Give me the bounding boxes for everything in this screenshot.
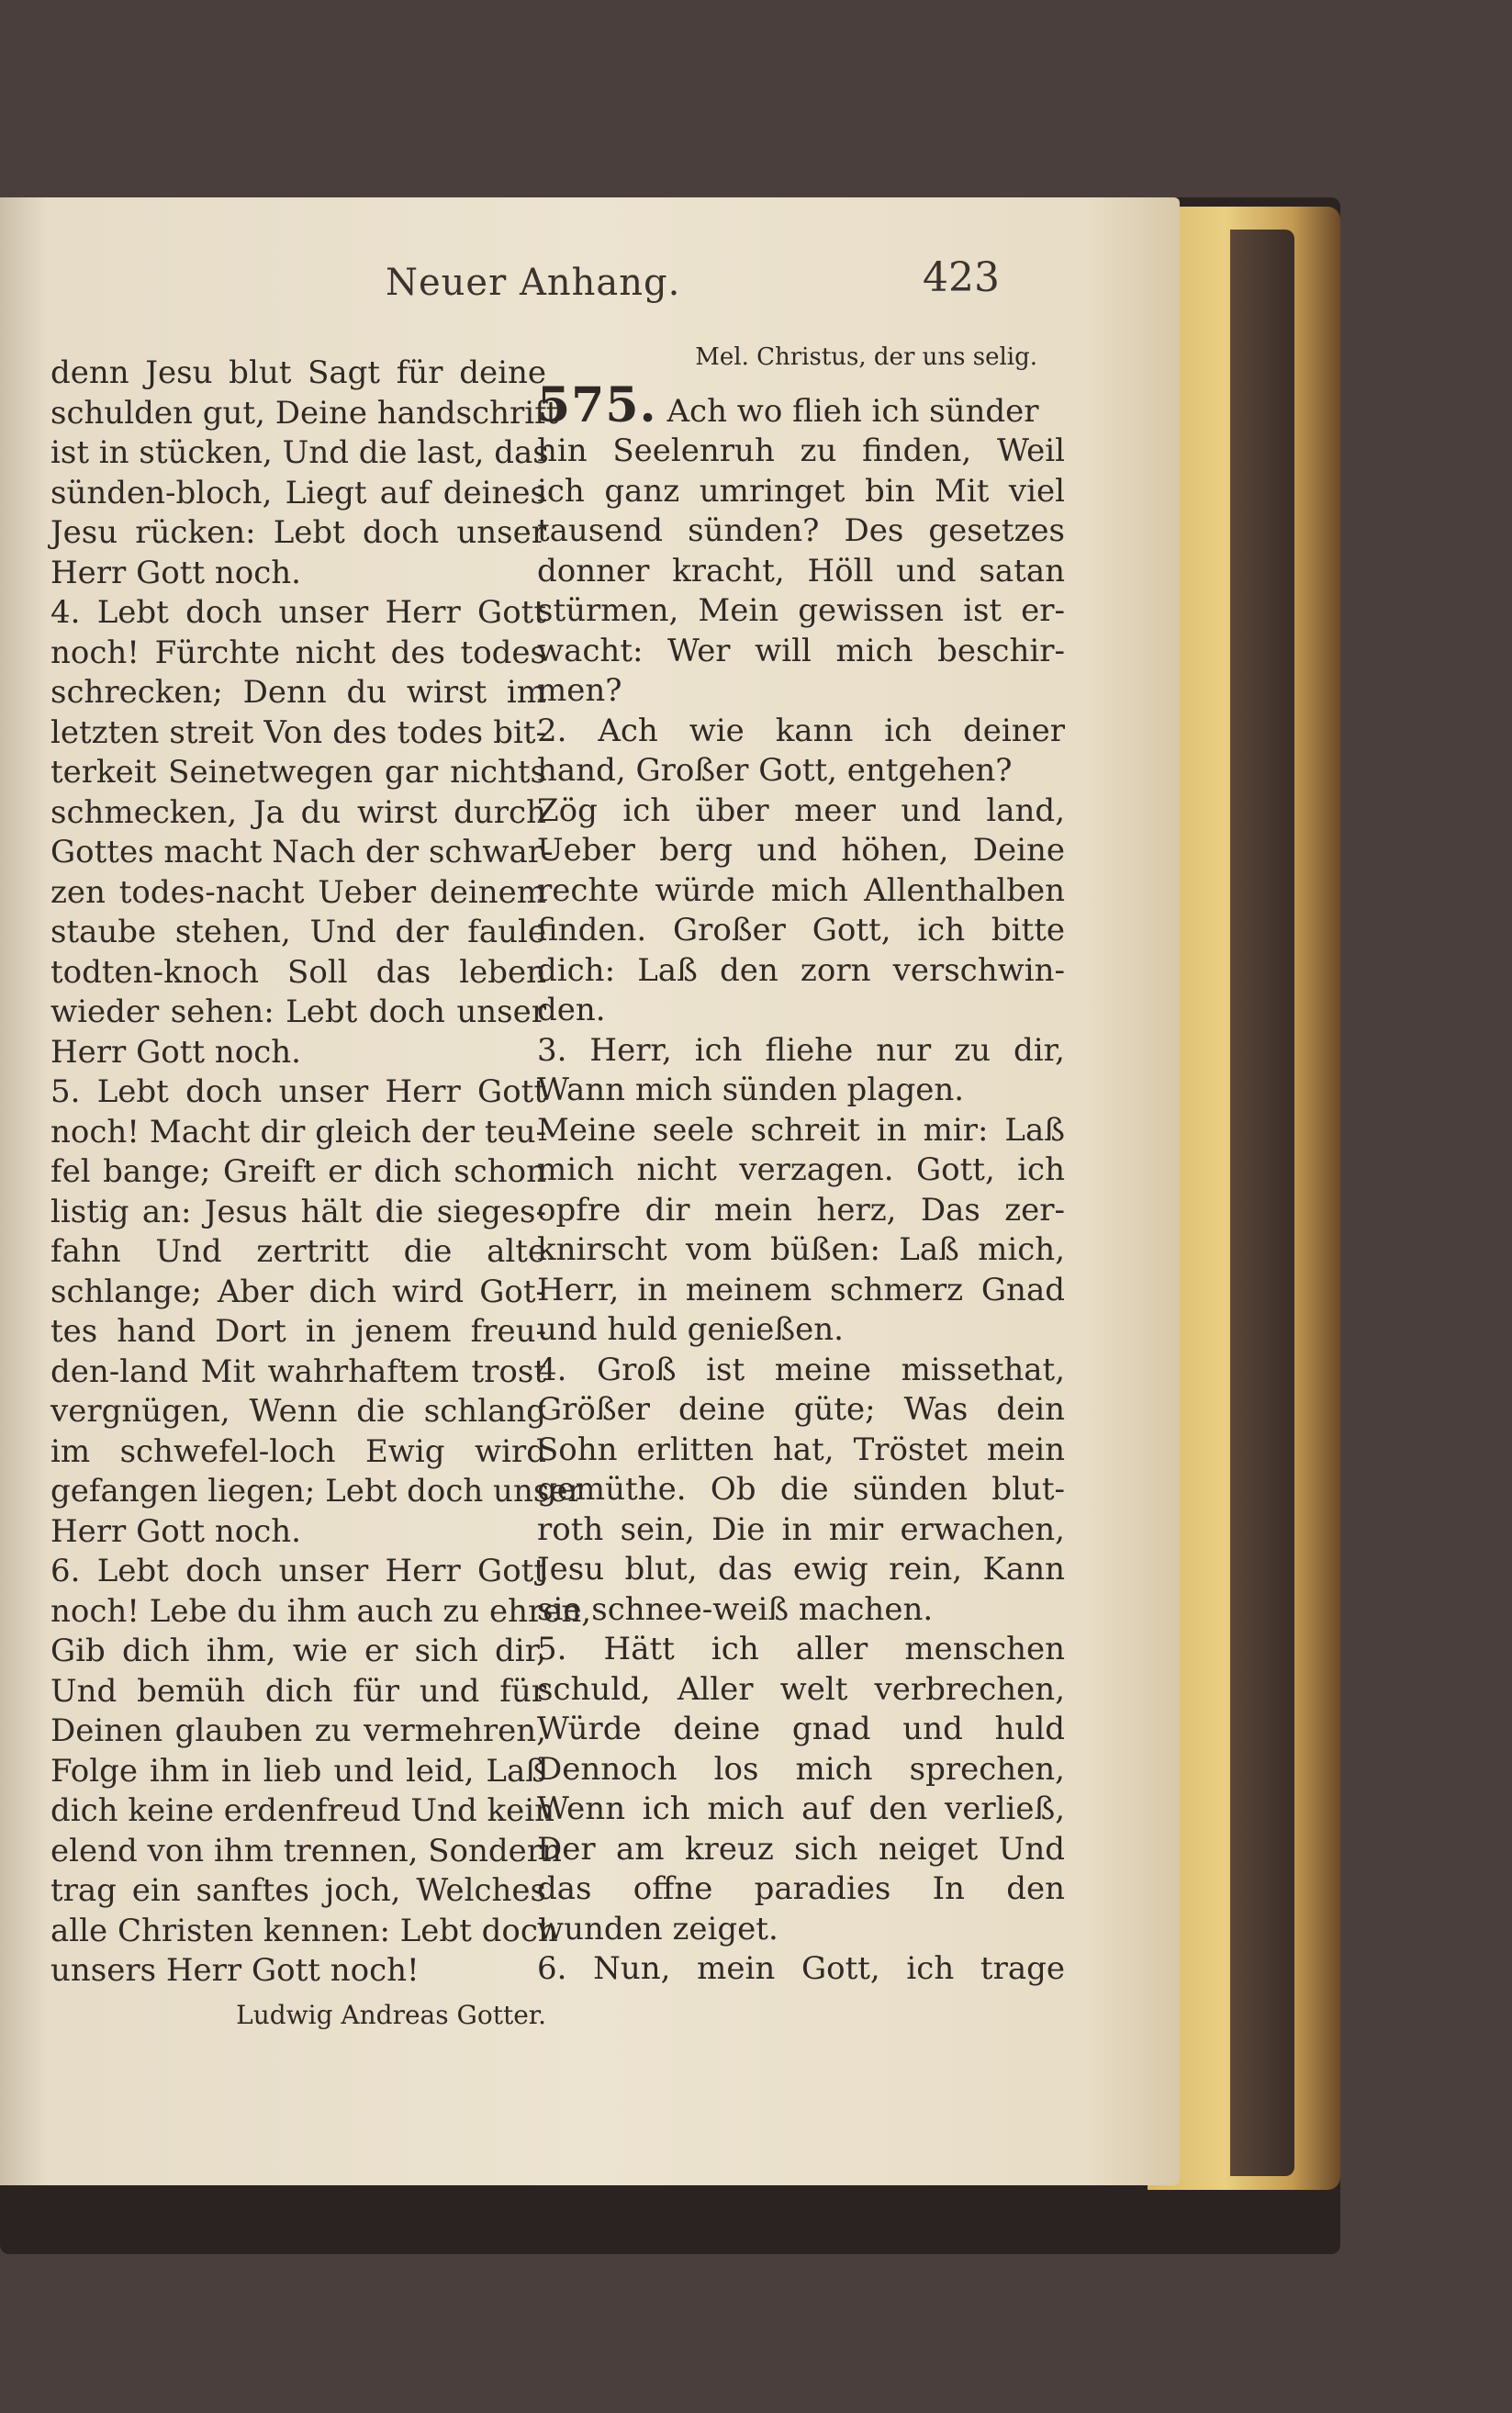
text-line: Gottes macht Nach der schwar-: [50, 834, 554, 870]
text-line: hand, Großer Gott, entgehen?: [537, 752, 1013, 789]
text-line: noch! Lebe du ihm auch zu ehren,: [50, 1592, 592, 1630]
text-line: noch! Macht dir gleich der teu-: [50, 1113, 546, 1150]
text-line: wacht: Wer will mich beschir-: [537, 632, 1065, 669]
text-line: schmecken, Ja du wirst durch: [50, 793, 546, 831]
text-line: gefangen liegen; Lebt doch unser: [50, 1473, 583, 1510]
text-line: 5. Lebt doch unser Herr Gott: [50, 1073, 546, 1110]
text-line: donner kracht, Höll und satan: [537, 552, 1065, 589]
text-line: tes hand Dort in jenem freu-: [50, 1313, 546, 1350]
text-line: denn Jesu blut Sagt für deine: [50, 354, 546, 391]
text-line: knirscht vom büßen: Laß mich,: [537, 1231, 1065, 1268]
text-line: staube stehen, Und der faule: [50, 914, 546, 950]
page-header: [0, 254, 1010, 326]
text-line: todten-knoch Soll das leben: [50, 953, 546, 991]
text-line: unsers Herr Gott noch!: [50, 1952, 420, 1989]
text-line: finden. Großer Gott, ich bitte: [537, 912, 1065, 948]
text-line: Meine seele schreit in mir: Laß: [537, 1111, 1065, 1149]
melody-note: Mel. Christus, der uns selig.: [695, 343, 1037, 371]
text-line: Jesu blut, das ewig rein, Kann: [537, 1551, 1065, 1588]
text-line: das offne paradies In den: [537, 1870, 1065, 1907]
text-line: 5. Hätt ich aller menschen: [537, 1631, 1065, 1667]
text-line: terkeit Seinetwegen gar nichts: [50, 754, 546, 791]
hymn-verses: [537, 432, 1065, 1990]
text-line: Herr Gott noch.: [50, 554, 301, 591]
text-line: fahn Und zertritt die alte: [50, 1233, 546, 1270]
text-line: schuld, Aller welt verbrechen,: [537, 1670, 1065, 1708]
text-line: 4. Lebt doch unser Herr Gott: [50, 594, 546, 631]
hymn-opening-text: Ach wo flieh ich sünder: [666, 392, 1039, 430]
text-line: ich ganz umringet bin Mit viel: [537, 472, 1065, 510]
text-line: Der am kreuz sich neiget Und: [537, 1830, 1065, 1868]
text-line: im schwefel-loch Ewig wird: [50, 1432, 546, 1470]
text-line: sünden-bloch, Liegt auf deines: [50, 474, 546, 511]
text-line: gemüthe. Ob die sünden blut-: [537, 1471, 1065, 1508]
text-line: den-land Mit wahrhaftem trost: [50, 1352, 546, 1390]
text-line: schrecken; Denn du wirst im: [50, 674, 546, 711]
text-line: trag ein sanftes joch, Welches: [50, 1872, 546, 1909]
text-line: sie schnee-weiß machen.: [537, 1590, 934, 1628]
text-line: Zög ich über meer und land,: [537, 791, 1065, 829]
text-line: Folge ihm in lieb und leid, Laß: [50, 1752, 546, 1790]
text-line: Deinen glauben zu vermehren,: [50, 1712, 546, 1749]
text-line: letzten streit Von des todes bit-: [50, 713, 546, 751]
text-line: 2. Ach wie kann ich deiner: [537, 712, 1065, 749]
text-line: men?: [537, 672, 622, 709]
text-line: opfre dir mein herz, Das zer-: [537, 1191, 1065, 1229]
text-line: mich nicht verzagen. Gott, ich: [537, 1151, 1065, 1188]
text-line: Wenn ich mich auf den verließ,: [537, 1790, 1065, 1827]
text-line: Und bemüh dich für und für: [50, 1672, 546, 1710]
text-line: zen todes-nacht Ueber deinem: [50, 873, 546, 911]
hymn-first-line: [537, 376, 1065, 433]
text-line: wieder sehen: Lebt doch unser: [50, 993, 546, 1030]
text-line: noch! Fürchte nicht des todes: [50, 634, 546, 671]
author-signature: Ludwig Andreas Gotter.: [236, 1999, 546, 2030]
text-line: 3. Herr, ich fliehe nur zu dir,: [537, 1031, 1065, 1069]
text-line: schlange; Aber dich wird Got-: [50, 1273, 546, 1310]
text-line: Größer deine güte; Was dein: [537, 1391, 1065, 1428]
running-head: Neuer Anhang.: [386, 262, 681, 304]
text-line: alle Christen kennen: Lebt doch: [50, 1912, 558, 1949]
hymn-number: 575.: [537, 376, 657, 433]
text-line: ist in stücken, Und die last, das: [50, 434, 549, 471]
text-line: Herr Gott noch.: [50, 1512, 301, 1550]
page-number: 423: [923, 254, 1000, 301]
text-line: stürmen, Mein gewissen ist er-: [537, 592, 1065, 629]
text-line: Jesu rücken: Lebt doch unser: [50, 514, 546, 551]
text-line: tausend sünden? Des gesetzes: [537, 512, 1065, 549]
text-line: vergnügen, Wenn die schlang: [50, 1393, 546, 1430]
text-line: Gib dich ihm, wie er sich dir,: [50, 1633, 546, 1669]
text-line: 6. Nun, mein Gott, ich trage: [537, 1950, 1065, 1987]
text-line: Würde deine gnad und huld: [537, 1711, 1065, 1747]
text-line: fel bange; Greift er dich schon: [50, 1153, 546, 1190]
text-line: Herr Gott noch.: [50, 1033, 301, 1071]
text-line: dich keine erdenfreud Und kein: [50, 1792, 555, 1829]
text-line: elend von ihm trennen, Sondern: [50, 1832, 562, 1869]
text-line: roth sein, Die in mir erwachen,: [537, 1510, 1065, 1548]
text-line: Ueber berg und höhen, Deine: [537, 832, 1065, 869]
right-column: [537, 338, 1065, 1990]
text-line: rechte würde mich Allenthalben: [537, 871, 1065, 909]
text-line: Dennoch los mich sprechen,: [537, 1750, 1065, 1788]
text-line: listig an: Jesus hält die sieges-: [50, 1193, 546, 1230]
text-line: Herr, in meinem schmerz Gnad: [537, 1271, 1065, 1308]
text-line: 4. Groß ist meine missethat,: [537, 1351, 1065, 1388]
text-line: den.: [537, 992, 606, 1028]
book-cover-edge: [1230, 230, 1294, 2176]
text-line: Sohn erlitten hat, Tröstet mein: [537, 1431, 1065, 1468]
text-line: schulden gut, Deine handschrift: [50, 394, 559, 432]
text-line: hin Seelenruh zu finden, Weil: [537, 432, 1065, 469]
text-line: wunden zeiget.: [537, 1910, 778, 1947]
text-line: dich: Laß den zorn verschwin-: [537, 951, 1065, 989]
text-line: 6. Lebt doch unser Herr Gott: [50, 1553, 546, 1589]
text-line: Wann mich sünden plagen.: [537, 1072, 965, 1108]
text-line: und huld genießen.: [537, 1311, 844, 1348]
